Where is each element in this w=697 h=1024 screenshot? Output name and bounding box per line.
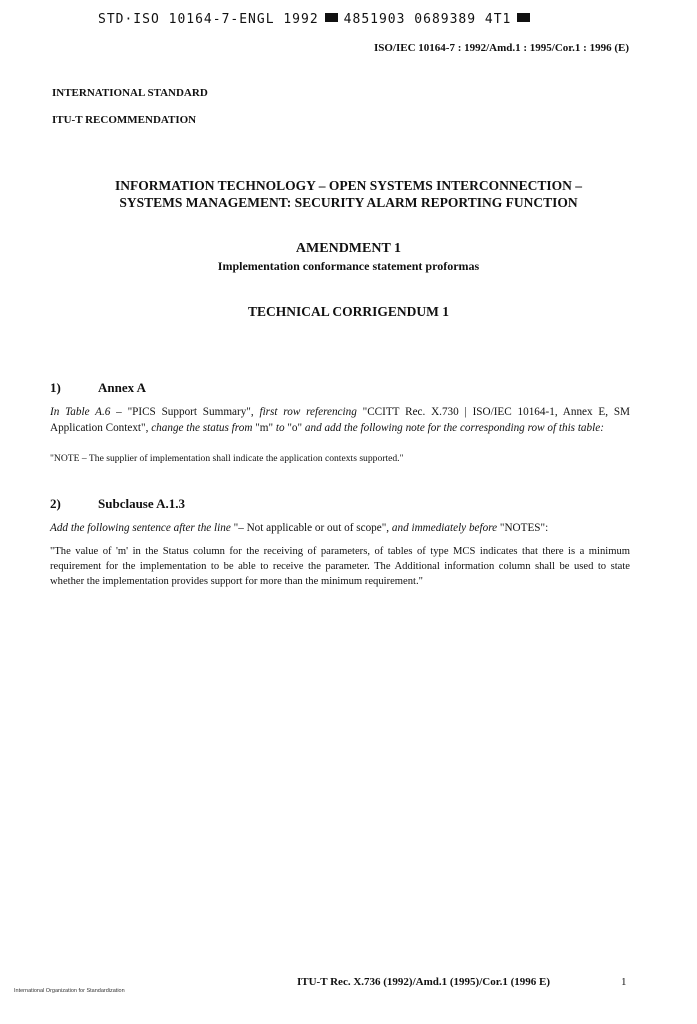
s1-instr-b: "PICS Support Summary", [127,406,260,418]
s1-instr-c: first row referencing [259,406,363,418]
document-stamp [98,12,536,27]
amendment-heading: AMENDMENT 1 [295,241,402,256]
section-1-title: Annex A [98,380,147,395]
footer-reference: ITU-T Rec. X.736 (1992)/Amd.1 (1995)/Cor.1 (1996 E) [297,976,550,988]
footer-organization: International Organization for Standardization [14,988,125,994]
section-2-number: 2) [50,496,61,511]
stamp-part-2: 4851903 0689389 4T1 [343,12,512,27]
corrigendum-heading: TECHNICAL CORRIGENDUM 1 [247,304,450,319]
s1-instr-e: change the status from [151,422,256,434]
amendment-subtitle: Implementation conformance statement proformas [217,259,480,273]
page-number: 1 [621,976,627,988]
section-1-instruction [50,404,630,436]
s2-instr-c: and immediately before [391,522,500,534]
stamp-block-1 [325,13,338,22]
s1-instr-g: to [275,422,288,434]
header-reference: ISO/IEC 10164-7 : 1992/Amd.1 : 1995/Cor.1 : 1996 (E) [373,42,629,54]
document-title-line-1: INFORMATION TECHNOLOGY – OPEN SYSTEMS INTERCONNECTION – [114,178,583,193]
document-title-line-2: SYSTEMS MANAGEMENT: SECURITY ALARM REPORTING FUNCTION [119,195,578,210]
s1-instr-i: and add the following note for the corresponding row of this table: [304,422,604,434]
s1-instr-a: In Table A.6 – [50,406,128,418]
s1-instr-f: "m" [255,422,276,434]
stamp-block-2 [517,13,530,22]
s2-instr-a: Add the following sentence after the line [50,522,234,534]
s1-instr-h: "o" [287,422,305,434]
s2-instr-b: "– Not applicable or out of scope", [233,522,392,534]
section-1-number: 1) [50,380,61,395]
section-1-note: "NOTE – The supplier of implementation shall indicate the application contexts supported." [50,453,404,464]
s1-instr-d: "CCITT Rec. X.730 | ISO/IEC 10164-1, Annex E, SM Application Context", [50,406,631,434]
section-2-instruction [50,520,640,536]
section-2-title: Subclause A.1.3 [98,496,186,511]
stamp-part-1: STD·ISO 10164-7-ENGL 1992 [98,12,319,27]
label-itu-recommendation: ITU-T RECOMMENDATION [52,114,197,126]
section-2-quote: "The value of 'm' in the Status column for the receiving of parameters, of tables of type MCS indicates that there is a minimum requirement for the implementation to be able to receive the parameter. The Additional information column shall be used to state whether the implementation provides support for more than the minimum requirement." [50,546,630,587]
label-international-standard: INTERNATIONAL STANDARD [52,87,208,99]
s2-instr-d: "NOTES": [499,522,549,534]
